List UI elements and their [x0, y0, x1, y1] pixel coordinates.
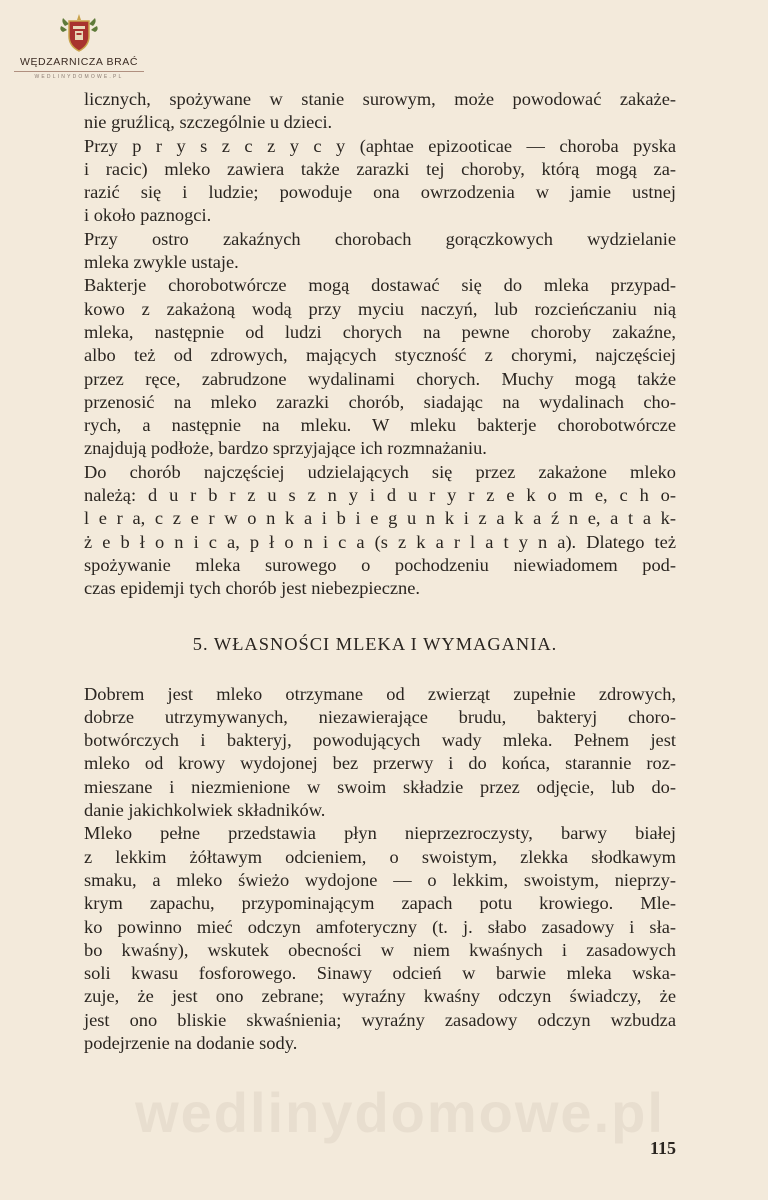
text-line: Przy ostro zakaźnych chorobach gorączkowych wydzielanie: [84, 228, 676, 249]
text-line: spożywanie mleka surowego o pochodzeniu niewiadomem pod-: [84, 554, 676, 575]
crest-logo-icon: [59, 12, 99, 54]
text-line: albo też od zdrowych, mających styczność z chorymi, najczęściej: [84, 345, 676, 366]
section-heading: 5. WŁASNOŚCI MLEKA I WYMAGANIA.: [192, 633, 558, 654]
paragraph-block: [84, 88, 676, 601]
brand-url: WEDLINYDOMOWE.PL: [34, 74, 124, 80]
text-line: znajdują podłoże, bardzo sprzyjające ich rozmnażaniu.: [84, 438, 487, 459]
text-line: soli kwasu fosforowego. Sinawy odcień w barwie mleka wska-: [84, 963, 676, 984]
brand-divider: [14, 71, 144, 72]
text-line: krym zapachu, przypominającym zapach potu krowiego. Mle-: [84, 893, 676, 914]
section-body: [84, 683, 676, 1056]
text-line: dobrze utrzymywanych, niezawierające brudu, bakteryj choro-: [84, 706, 676, 727]
text-line: i racic) mleko zawiera także zarazki tej choroby, którą mogą za-: [84, 158, 676, 179]
text-line: botwórczych i bakteryj, powodujących wady mleka. Pełnem jest: [84, 730, 676, 751]
text-line: Mleko pełne przedstawia płyn nieprzezroczysty, barwy białej: [84, 823, 676, 844]
text-line: razić się i ludzie; powoduje ona owrzodzenia w jamie ustnej: [84, 182, 676, 203]
text-line: smaku, a mleko świeżo wydojone — o lekkim, swoistym, nieprzy-: [84, 869, 676, 890]
text-line: ko powinno mieć odczyn amfoteryczny (t. j. słabo zasadowy i sła-: [84, 916, 676, 937]
text-line: należą: d u r b r z u s z n y i d u r y r z e k o m e, c h o-: [84, 485, 676, 506]
text-line: danie jakichkolwiek składników.: [84, 800, 326, 821]
text-line: kowo z zakażoną wodą przy myciu naczyń, lub rozcieńczaniu nią: [84, 298, 676, 319]
text-line: z lekkim żółtawym odcieniem, o swoistym, zlekka słodkawym: [84, 846, 676, 867]
page-text: [84, 88, 676, 1055]
text-line: l e r a, c z e r w o n k a i b i e g u n k i z a k a ź n e, a t a k-: [84, 508, 676, 529]
text-line: mleka zwykle ustaje.: [84, 252, 239, 273]
text-line: czas epidemji tych chorób jest niebezpieczne.: [84, 578, 420, 599]
page-number: 115: [649, 1138, 676, 1158]
text-line: nie gruźlicą, szczególnie u dzieci.: [84, 112, 333, 133]
text-line: Dobrem jest mleko otrzymane od zwierząt zupełnie zdrowych,: [84, 683, 676, 704]
text-line: mieszane i niezmienione w swoim składzie przez odjęcie, lub do-: [84, 776, 676, 797]
brand-name: WĘDZARNICZA BRAĆ: [19, 56, 139, 68]
text-line: Przy p r y s z c z y c y (aphtae epizooticae — choroba pyska: [84, 135, 676, 156]
text-line: Bakterje chorobotwórcze mogą dostawać się do mleka przypad-: [84, 275, 676, 296]
text-line: przenosić na mleko zarazki chorób, siadając na wydalinach cho-: [84, 391, 676, 412]
text-line: podejrzenie na dodanie sody.: [84, 1032, 298, 1053]
watermark: wedlinydomowe.pl: [135, 1081, 665, 1144]
text-line: mleka, następnie od ludzi chorych na pewne choroby zakaźne,: [84, 321, 676, 342]
text-line: Do chorób najczęściej udzielających się przez zakażone mleko: [84, 461, 676, 482]
text-line: zuje, że jest ono zebrane; wyraźny kwaśny odczyn świadczy, że: [84, 986, 676, 1007]
text-line: licznych, spożywane w stanie surowym, może powodować zakaże-: [84, 89, 676, 109]
text-line: rych, a następnie na mleku. W mleku bakterje chorobotwórcze: [84, 415, 676, 436]
text-line: bo kwaśny), wskutek obecności w niem kwaśnych i zasadowych: [84, 939, 676, 960]
brand-header: [14, 12, 144, 80]
text-line: przez ręce, zabrudzone wydalinami chorych. Muchy mogą także: [84, 368, 676, 389]
text-line: i około paznogci.: [84, 205, 212, 226]
text-line: mleko od krowy wydojonej bez przerwy i do końca, starannie roz-: [84, 753, 676, 774]
text-line: ż e b ł o n i c a, p ł o n i c a (s z k a r l a t y n a). Dlatego też: [84, 531, 676, 552]
text-line: jest ono bliskie skwaśnienia; wyraźny zasadowy odczyn wzbudza: [84, 1009, 676, 1030]
